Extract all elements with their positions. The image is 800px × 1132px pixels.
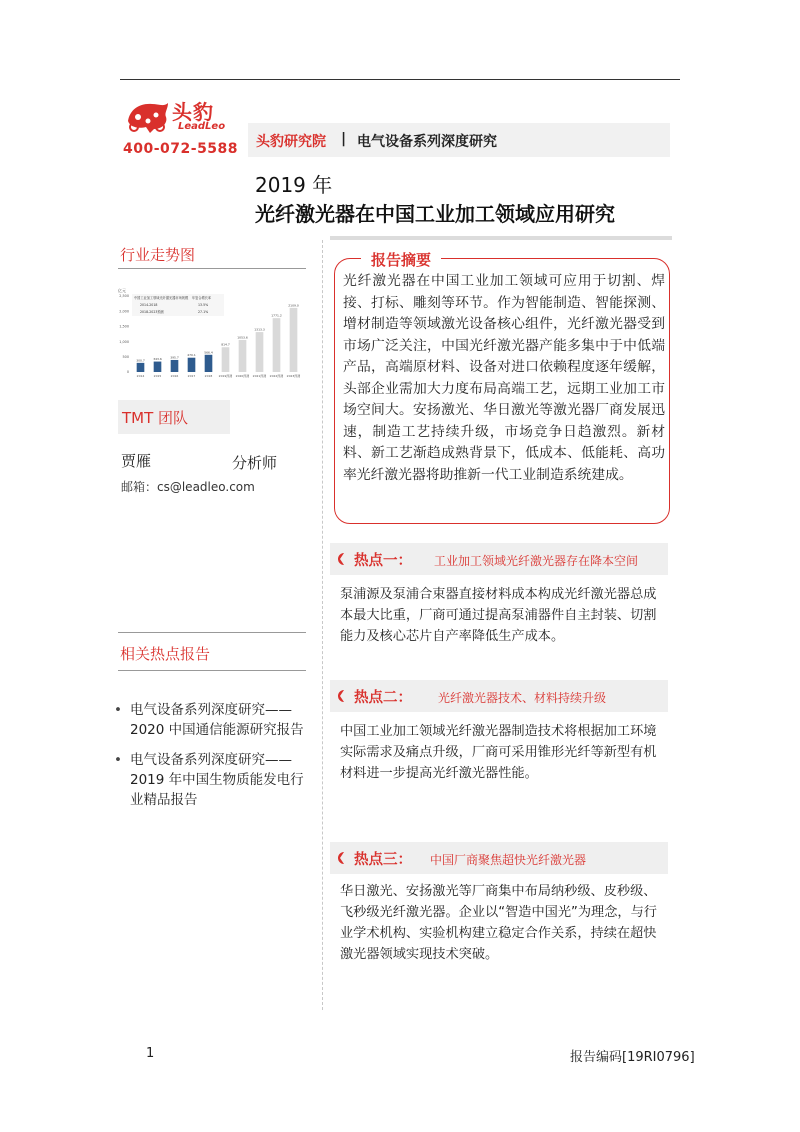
chart-bar bbox=[239, 340, 247, 372]
chart-bar bbox=[290, 308, 298, 372]
page-number: 1 bbox=[146, 1046, 155, 1061]
chart-data-label: 2109.0 bbox=[288, 303, 299, 308]
chart-data-label: 566.4 bbox=[204, 350, 213, 355]
chart-data-label: 1053.6 bbox=[237, 335, 248, 340]
chart-ytick-label: 2,000 bbox=[119, 309, 129, 314]
chart-data-label: 343.6 bbox=[153, 357, 162, 362]
trend-chart bbox=[116, 284, 308, 384]
chart-bar bbox=[222, 347, 230, 372]
chevron-icon bbox=[334, 689, 348, 703]
hotspot-3-label: 热点三： bbox=[354, 852, 412, 868]
chart-legend-table bbox=[132, 294, 224, 316]
top-rule bbox=[120, 79, 680, 80]
analyst-name: 贾雁 bbox=[121, 452, 152, 470]
chart-ytick-label: 2,500 bbox=[119, 294, 129, 299]
related-reports-list bbox=[114, 700, 314, 820]
hotspot-2-title: 光纤激光器技术、材料持续升级 bbox=[438, 691, 607, 705]
trend-rule bbox=[118, 268, 306, 269]
title-underline bbox=[330, 236, 672, 240]
column-divider bbox=[322, 240, 323, 1010]
team-heading-bar bbox=[118, 400, 230, 434]
series-name: 电气设备系列深度研究 bbox=[357, 134, 497, 150]
chart-ytick-label: 0 bbox=[126, 370, 129, 375]
chart-xtick-label: 2015 bbox=[153, 374, 162, 378]
institute-name: 头豹研究院 bbox=[256, 134, 326, 150]
legend-period-1: 2014-2018 bbox=[140, 303, 158, 307]
brand-name-en: LeadLeo bbox=[178, 121, 226, 132]
chart-bar bbox=[256, 332, 264, 372]
legend-cagr-1: 13.5% bbox=[198, 303, 209, 307]
chart-bar bbox=[171, 360, 179, 372]
chart-ylabel: 亿元 bbox=[118, 288, 126, 293]
chart-bar bbox=[188, 358, 196, 372]
brand-phone: 400-072-5588 bbox=[123, 141, 239, 157]
hotspot-1-header bbox=[330, 543, 668, 575]
chart-data-label: 1771.2 bbox=[271, 313, 282, 318]
hotspot-1-label: 热点一： bbox=[354, 553, 412, 569]
analyst-role: 分析师 bbox=[232, 454, 278, 472]
hotspot-1-text: 泵浦源及泵浦合束器直接材料成本构成光纤激光器总成本最大比重，厂商可通过提高泵浦器件自主封装、切割能力及核心芯片自产率降低生产成本。 bbox=[340, 587, 657, 644]
chart-bar bbox=[154, 362, 162, 372]
summary-title: 报告摘要 bbox=[361, 249, 441, 270]
leopard-logo-icon bbox=[124, 99, 172, 135]
chart-xlabels bbox=[137, 373, 301, 378]
chart-xtick-label: 2023预测 bbox=[286, 374, 301, 378]
chart-ytick-label: 500 bbox=[122, 355, 129, 359]
chart-xtick-label: 2018 bbox=[204, 374, 213, 378]
brand-name: 头豹 bbox=[172, 100, 214, 124]
related-rule-top bbox=[118, 632, 306, 633]
chart-xtick-label: 2022预测 bbox=[269, 374, 284, 378]
team-heading: TMT 团队 bbox=[122, 409, 189, 427]
chart-data-label: 300.7 bbox=[136, 358, 145, 363]
report-code: 报告编码[19RI0796] bbox=[570, 1050, 695, 1065]
chart-bar bbox=[205, 355, 213, 372]
chart-xtick-label: 2020预测 bbox=[235, 374, 250, 378]
header-separator: | bbox=[341, 131, 347, 147]
chart-data-label: 814.7 bbox=[221, 342, 230, 347]
report-year: 2019 年 bbox=[255, 173, 333, 197]
summary-text: 光纤激光器在中国工业加工领域可应用于切割、焊接、打标、雕刻等环节。作为智能制造、智能探测、增材制造等领域激光设备核心组件，光纤激光器受到市场广泛关注，中国光纤激光器产能多集中于中低端产品，高端原材料、设备对进口依赖程度逐年缓解，头部企业需加大力度布局高端工艺，远期工业加工市场空间大。安扬激光、华日激光等激光器厂商发展迅速，制造工艺持续升级，市场竞争日趋激烈。新材料、新工艺渐趋成熟背景下，低成本、低能耗、高功率光纤激光器将助推新一代工业制造系统建成。 bbox=[343, 273, 665, 483]
chevron-icon bbox=[334, 552, 348, 566]
hotspot-2-text: 中国工业加工领域光纤激光器制造技术将根据加工环境实际需求及痛点升级，厂商可采用锥形光纤等新型有机材料进一步提高光纤激光器性能。 bbox=[340, 724, 657, 781]
related-heading: 相关热点报告 bbox=[120, 645, 211, 663]
related-report-link[interactable]: • 电气设备系列深度研究——2020 中国通信能源研究报告 bbox=[114, 700, 314, 740]
hotspot-3-text: 华日激光、安扬激光等厂商集中布局纳秒级、皮秒级、飞秒级光纤激光器。企业以“智造中国光”为理念，与行业学术机构、实验机构建立稳定合作关系，持续在超快激光器领域实现技术突破。 bbox=[340, 884, 657, 962]
legend-header: 年复合增长率 bbox=[192, 296, 212, 300]
hotspot-2-header bbox=[330, 680, 668, 712]
related-rule-bottom bbox=[118, 670, 306, 671]
chart-bar bbox=[137, 363, 145, 372]
related-report-link[interactable]: • 电气设备系列深度研究——2019 年中国生物质能发电行业精品报告 bbox=[114, 750, 314, 810]
chart-data-label: 470.1 bbox=[187, 353, 196, 358]
chart-bar bbox=[273, 318, 281, 372]
analyst-email[interactable]: 邮箱：cs@leadleo.com bbox=[121, 480, 255, 494]
trend-heading: 行业走势图 bbox=[120, 246, 196, 264]
hotspot-3-title: 中国厂商聚焦超快光纤激光器 bbox=[430, 853, 587, 867]
legend-period-2: 2018-2023预测 bbox=[140, 310, 164, 314]
chart-ytick-label: 1,000 bbox=[119, 339, 129, 344]
chart-xtick-label: 2021预测 bbox=[252, 374, 267, 378]
chevron-icon bbox=[334, 851, 348, 865]
report-header bbox=[248, 123, 670, 157]
chart-ytick-label: 1,500 bbox=[119, 324, 129, 329]
hotspot-1-title: 工业加工领域光纤激光器存在降本空间 bbox=[434, 554, 639, 568]
legend-cagr-2: 27.1% bbox=[198, 310, 209, 314]
chart-xtick-label: 2017 bbox=[187, 374, 196, 378]
chart-data-label: 1313.3 bbox=[254, 327, 265, 332]
chart-yticks bbox=[119, 294, 129, 374]
chart-data-label: 395.7 bbox=[170, 355, 179, 360]
hotspot-2-label: 热点二： bbox=[354, 690, 412, 706]
chart-title: 中国工业加工领域光纤激光器市场规模 bbox=[134, 296, 189, 300]
hotspot-3-header bbox=[330, 842, 668, 874]
chart-xtick-label: 2019预测 bbox=[218, 374, 233, 378]
chart-xtick-label: 2014 bbox=[136, 374, 145, 378]
report-title: 光纤激光器在中国工业加工领域应用研究 bbox=[255, 202, 615, 226]
chart-xtick-label: 2016 bbox=[170, 374, 179, 378]
